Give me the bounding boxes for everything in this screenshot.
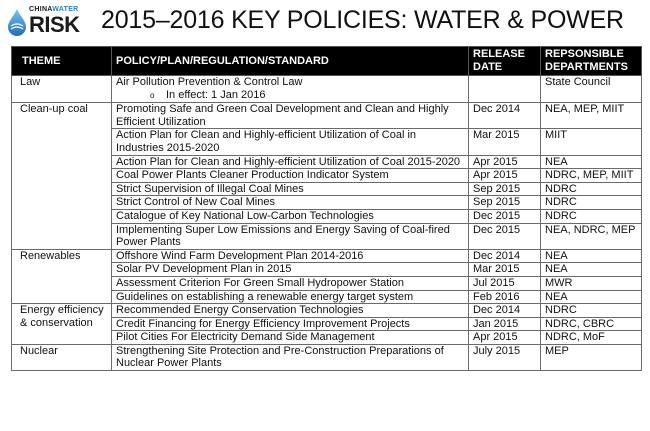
release-date-cell: Dec 2015	[469, 209, 541, 223]
policy-cell	[112, 304, 469, 318]
release-date-cell: July 2015	[469, 344, 541, 370]
policy-text: Action Plan for Clean and Highly-efficient Utilization of Coal in Industries 2015-2020	[116, 129, 417, 154]
policy-text: Catalogue of Key National Low-Carbon Technologies	[116, 209, 374, 222]
release-date-cell: Apr 2015	[469, 331, 541, 345]
table-row	[12, 344, 642, 370]
policy-text: Coal Power Plants Cleaner Production Indicator System	[116, 169, 389, 182]
policy-cell	[112, 196, 469, 210]
policy-cell	[112, 276, 469, 290]
department-cell: NEA, MEP, MIIT	[541, 103, 642, 129]
department-cell: NDRC, CBRC	[541, 317, 642, 331]
policy-cell	[112, 155, 469, 169]
table-body	[12, 76, 642, 371]
table-row	[12, 76, 642, 103]
theme-cell: Energy efficiency & conservation	[12, 304, 112, 345]
policy-text: Strengthening Site Protection and Pre-Construction Preparations of Nuclear Power Plants	[116, 344, 444, 370]
department-cell: NEA, NDRC, MEP	[541, 223, 642, 249]
department-cell: NEA	[541, 290, 642, 304]
policy-text: Pilot Cities For Electricity Demand Side Management	[116, 331, 375, 344]
policy-cell	[112, 76, 469, 103]
table-row	[12, 304, 642, 318]
table-row	[12, 249, 642, 263]
policy-text: Strict Supervision of Illegal Coal Mines	[116, 182, 304, 195]
policy-text: Guidelines on establishing a renewable energy target system	[116, 290, 414, 303]
policy-cell	[112, 169, 469, 183]
policy-text: Credit Financing for Energy Efficiency Improvement Projects	[116, 317, 410, 330]
policy-text: Promoting Safe and Green Coal Development and Clean and Highly Efficient Utilization	[116, 103, 449, 128]
table-header-row	[12, 47, 642, 76]
department-cell: NDRC	[541, 196, 642, 210]
release-date-cell: Apr 2015	[469, 169, 541, 183]
policy-text: Air Pollution Prevention & Control Law	[116, 76, 303, 88]
subnote-text: In effect: 1 Jan 2016	[166, 88, 266, 101]
release-date-cell: Mar 2015	[469, 129, 541, 155]
release-date-cell: Apr 2015	[469, 155, 541, 169]
logo-top-text: CHINAWATER	[29, 6, 79, 13]
policy-text: Offshore Wind Farm Development Plan 2014-2016	[116, 249, 364, 262]
department-cell: NDRC, MEP, MIIT	[541, 169, 642, 183]
department-cell: MEP	[541, 344, 642, 370]
department-cell: NEA	[541, 263, 642, 277]
table-row	[12, 103, 642, 129]
release-date-cell: Dec 2015	[469, 223, 541, 249]
policy-cell	[112, 129, 469, 155]
policies-table	[11, 46, 642, 371]
department-cell: MIIT	[541, 129, 642, 155]
department-cell: MWR	[541, 276, 642, 290]
header	[0, 0, 650, 44]
policy-cell	[112, 182, 469, 196]
release-date-cell: Sep 2015	[469, 196, 541, 210]
release-date-cell: Sep 2015	[469, 182, 541, 196]
policy-text: Solar PV Development Plan in 2015	[116, 263, 292, 276]
policy-text: Implementing Super Low Emissions and Energy Saving of Coal-fired Power Plants	[116, 223, 450, 249]
release-date-cell: Jan 2015	[469, 317, 541, 331]
policy-cell	[112, 331, 469, 345]
policy-cell	[112, 103, 469, 129]
header-departments: REPSONSIBLE DEPARTMENTS	[541, 47, 642, 76]
department-cell: State Council	[541, 76, 642, 103]
header-policy: POLICY/PLAN/REGULATION/STANDARD	[112, 47, 469, 76]
logo-main-text: RISK	[29, 12, 80, 37]
department-cell: NDRC, MoF	[541, 331, 642, 345]
theme-cell: Nuclear	[12, 344, 112, 370]
header-theme: THEME	[12, 47, 112, 76]
release-date-cell: Jul 2015	[469, 276, 541, 290]
release-date-cell: Dec 2014	[469, 249, 541, 263]
policy-cell	[112, 290, 469, 304]
header-release-date: RELEASE DATE	[469, 47, 541, 76]
china-water-risk-logo	[7, 6, 91, 38]
release-date-cell	[469, 76, 541, 103]
release-date-cell: Dec 2014	[469, 103, 541, 129]
policy-cell	[112, 249, 469, 263]
policy-text: Recommended Energy Conservation Technologies	[116, 304, 364, 317]
release-date-cell: Dec 2014	[469, 304, 541, 318]
page-title: 2015–2016 KEY POLICIES: WATER & POWER	[101, 6, 624, 34]
department-cell: NEA	[541, 249, 642, 263]
circle-bullet-icon: o	[150, 90, 155, 100]
water-drop-icon	[7, 8, 27, 36]
policy-cell	[112, 317, 469, 331]
policy-text: Assessment Criterion For Green Small Hydropower Station	[116, 276, 404, 289]
policy-cell	[112, 344, 469, 370]
theme-cell: Renewables	[12, 249, 112, 303]
policy-cell	[112, 209, 469, 223]
release-date-cell: Feb 2016	[469, 290, 541, 304]
department-cell: NDRC	[541, 182, 642, 196]
department-cell: NDRC	[541, 304, 642, 318]
release-date-cell: Mar 2015	[469, 263, 541, 277]
department-cell: NDRC	[541, 209, 642, 223]
theme-cell: Clean-up coal	[12, 103, 112, 250]
theme-cell: Law	[12, 76, 112, 103]
policy-cell	[112, 263, 469, 277]
department-cell: NEA	[541, 155, 642, 169]
policy-subnote	[116, 89, 465, 103]
policy-text: Strict Control of New Coal Mines	[116, 196, 275, 209]
policy-text: Action Plan for Clean and Highly-efficient Utilization of Coal 2015-2020	[116, 155, 461, 168]
policy-cell	[112, 223, 469, 249]
